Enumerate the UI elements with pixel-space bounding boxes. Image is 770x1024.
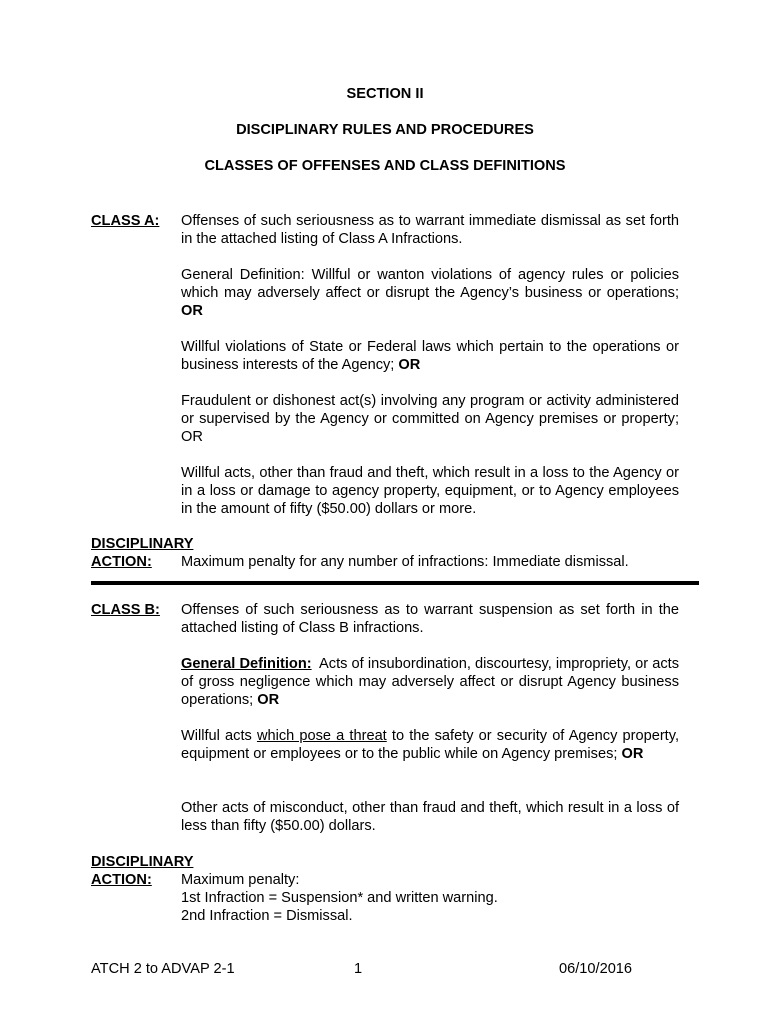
class-b-paragraph-2-before: Willful acts bbox=[181, 728, 252, 744]
footer-attachment-ref: ATCH 2 to ADVAP 2-1 bbox=[91, 961, 235, 977]
class-b-paragraph-3-text: Other acts of misconduct, other than fraud and theft, which result in a loss of less than fifty ($50.00) dollars. bbox=[181, 800, 679, 834]
class-a-action-text: Maximum penalty for any number of infractions: Immediate dismissal. bbox=[181, 554, 629, 570]
section-heading: SECTION II bbox=[346, 86, 424, 102]
class-a-paragraph-2-text: Willful violations of State or Federal laws which pertain to the operations or business interests of the Agency; bbox=[181, 339, 679, 373]
class-b-paragraph-2-after: to the safety or security of Agency property, equipment or employees or to the public while on Agency premises; bbox=[181, 728, 680, 762]
class-a-paragraph-4 bbox=[181, 464, 679, 518]
or-keyword: OR bbox=[257, 692, 280, 708]
or-keyword: OR bbox=[621, 746, 644, 762]
class-b-general-definition bbox=[181, 655, 679, 709]
class-b-action-line-1: Maximum penalty: bbox=[181, 872, 300, 888]
class-b-intro-text: Offenses of such seriousness as to warrant suspension as set forth in the attached listing of Class B infractions. bbox=[181, 602, 679, 636]
footer-date: 06/10/2016 bbox=[559, 961, 633, 977]
class-b-action-label-2: ACTION: bbox=[91, 872, 152, 888]
class-b-action-line-3: 2nd Infraction = Dismissal. bbox=[181, 908, 353, 924]
class-a-intro-text: Offenses of such seriousness as to warrant immediate dismissal as set forth in the attached listing of Class A Infractions. bbox=[181, 213, 679, 247]
or-keyword: OR bbox=[181, 303, 203, 319]
class-a-action-label-1: DISCIPLINARY bbox=[91, 536, 194, 552]
class-b-action-label-1: DISCIPLINARY bbox=[91, 854, 194, 870]
class-b-intro bbox=[181, 601, 679, 637]
class-b-label: CLASS B: bbox=[91, 602, 160, 618]
class-a-paragraph-2 bbox=[181, 338, 679, 374]
class-b-paragraph-2-underlined: which pose a threat bbox=[256, 728, 387, 744]
section-divider bbox=[91, 581, 699, 585]
class-a-label: CLASS A: bbox=[91, 213, 160, 229]
footer-page-number: 1 bbox=[354, 961, 363, 977]
class-b-action-line-2: 1st Infraction = Suspension* and written warning. bbox=[181, 890, 498, 906]
class-a-general-definition bbox=[181, 266, 679, 320]
class-b-paragraph-3 bbox=[181, 799, 679, 835]
class-b-paragraph-2 bbox=[181, 727, 679, 763]
class-a-paragraph-3 bbox=[181, 392, 679, 446]
class-a-action-label-2: ACTION: bbox=[91, 554, 152, 570]
document-title: DISCIPLINARY RULES AND PROCEDURES bbox=[236, 122, 534, 138]
or-keyword: OR bbox=[398, 357, 421, 373]
class-a-paragraph-3-text: Fraudulent or dishonest act(s) involving any program or activity administered or supervised by the Agency or committed on Agency premises or property; OR bbox=[181, 393, 679, 445]
document-subtitle: CLASSES OF OFFENSES AND CLASS DEFINITIONS bbox=[204, 158, 566, 174]
class-a-general-definition-text: General Definition: Willful or wanton violations of agency rules or policies which may adversely affect or disrupt the Agency’s business or operations; bbox=[181, 267, 679, 301]
class-a-paragraph-4-text: Willful acts, other than fraud and theft, which result in a loss to the Agency or in a loss or damage to agency property, equipment, or to Agency employees in the amount of fifty ($50.00) dollars or more. bbox=[181, 465, 679, 517]
class-a-intro bbox=[181, 212, 679, 248]
class-b-general-definition-text: Acts of insubordination, discourtesy, impropriety, or acts of gross negligence which may adversely affect or disrupt Agency business operations; bbox=[181, 656, 680, 708]
general-definition-label: General Definition: bbox=[181, 656, 312, 672]
